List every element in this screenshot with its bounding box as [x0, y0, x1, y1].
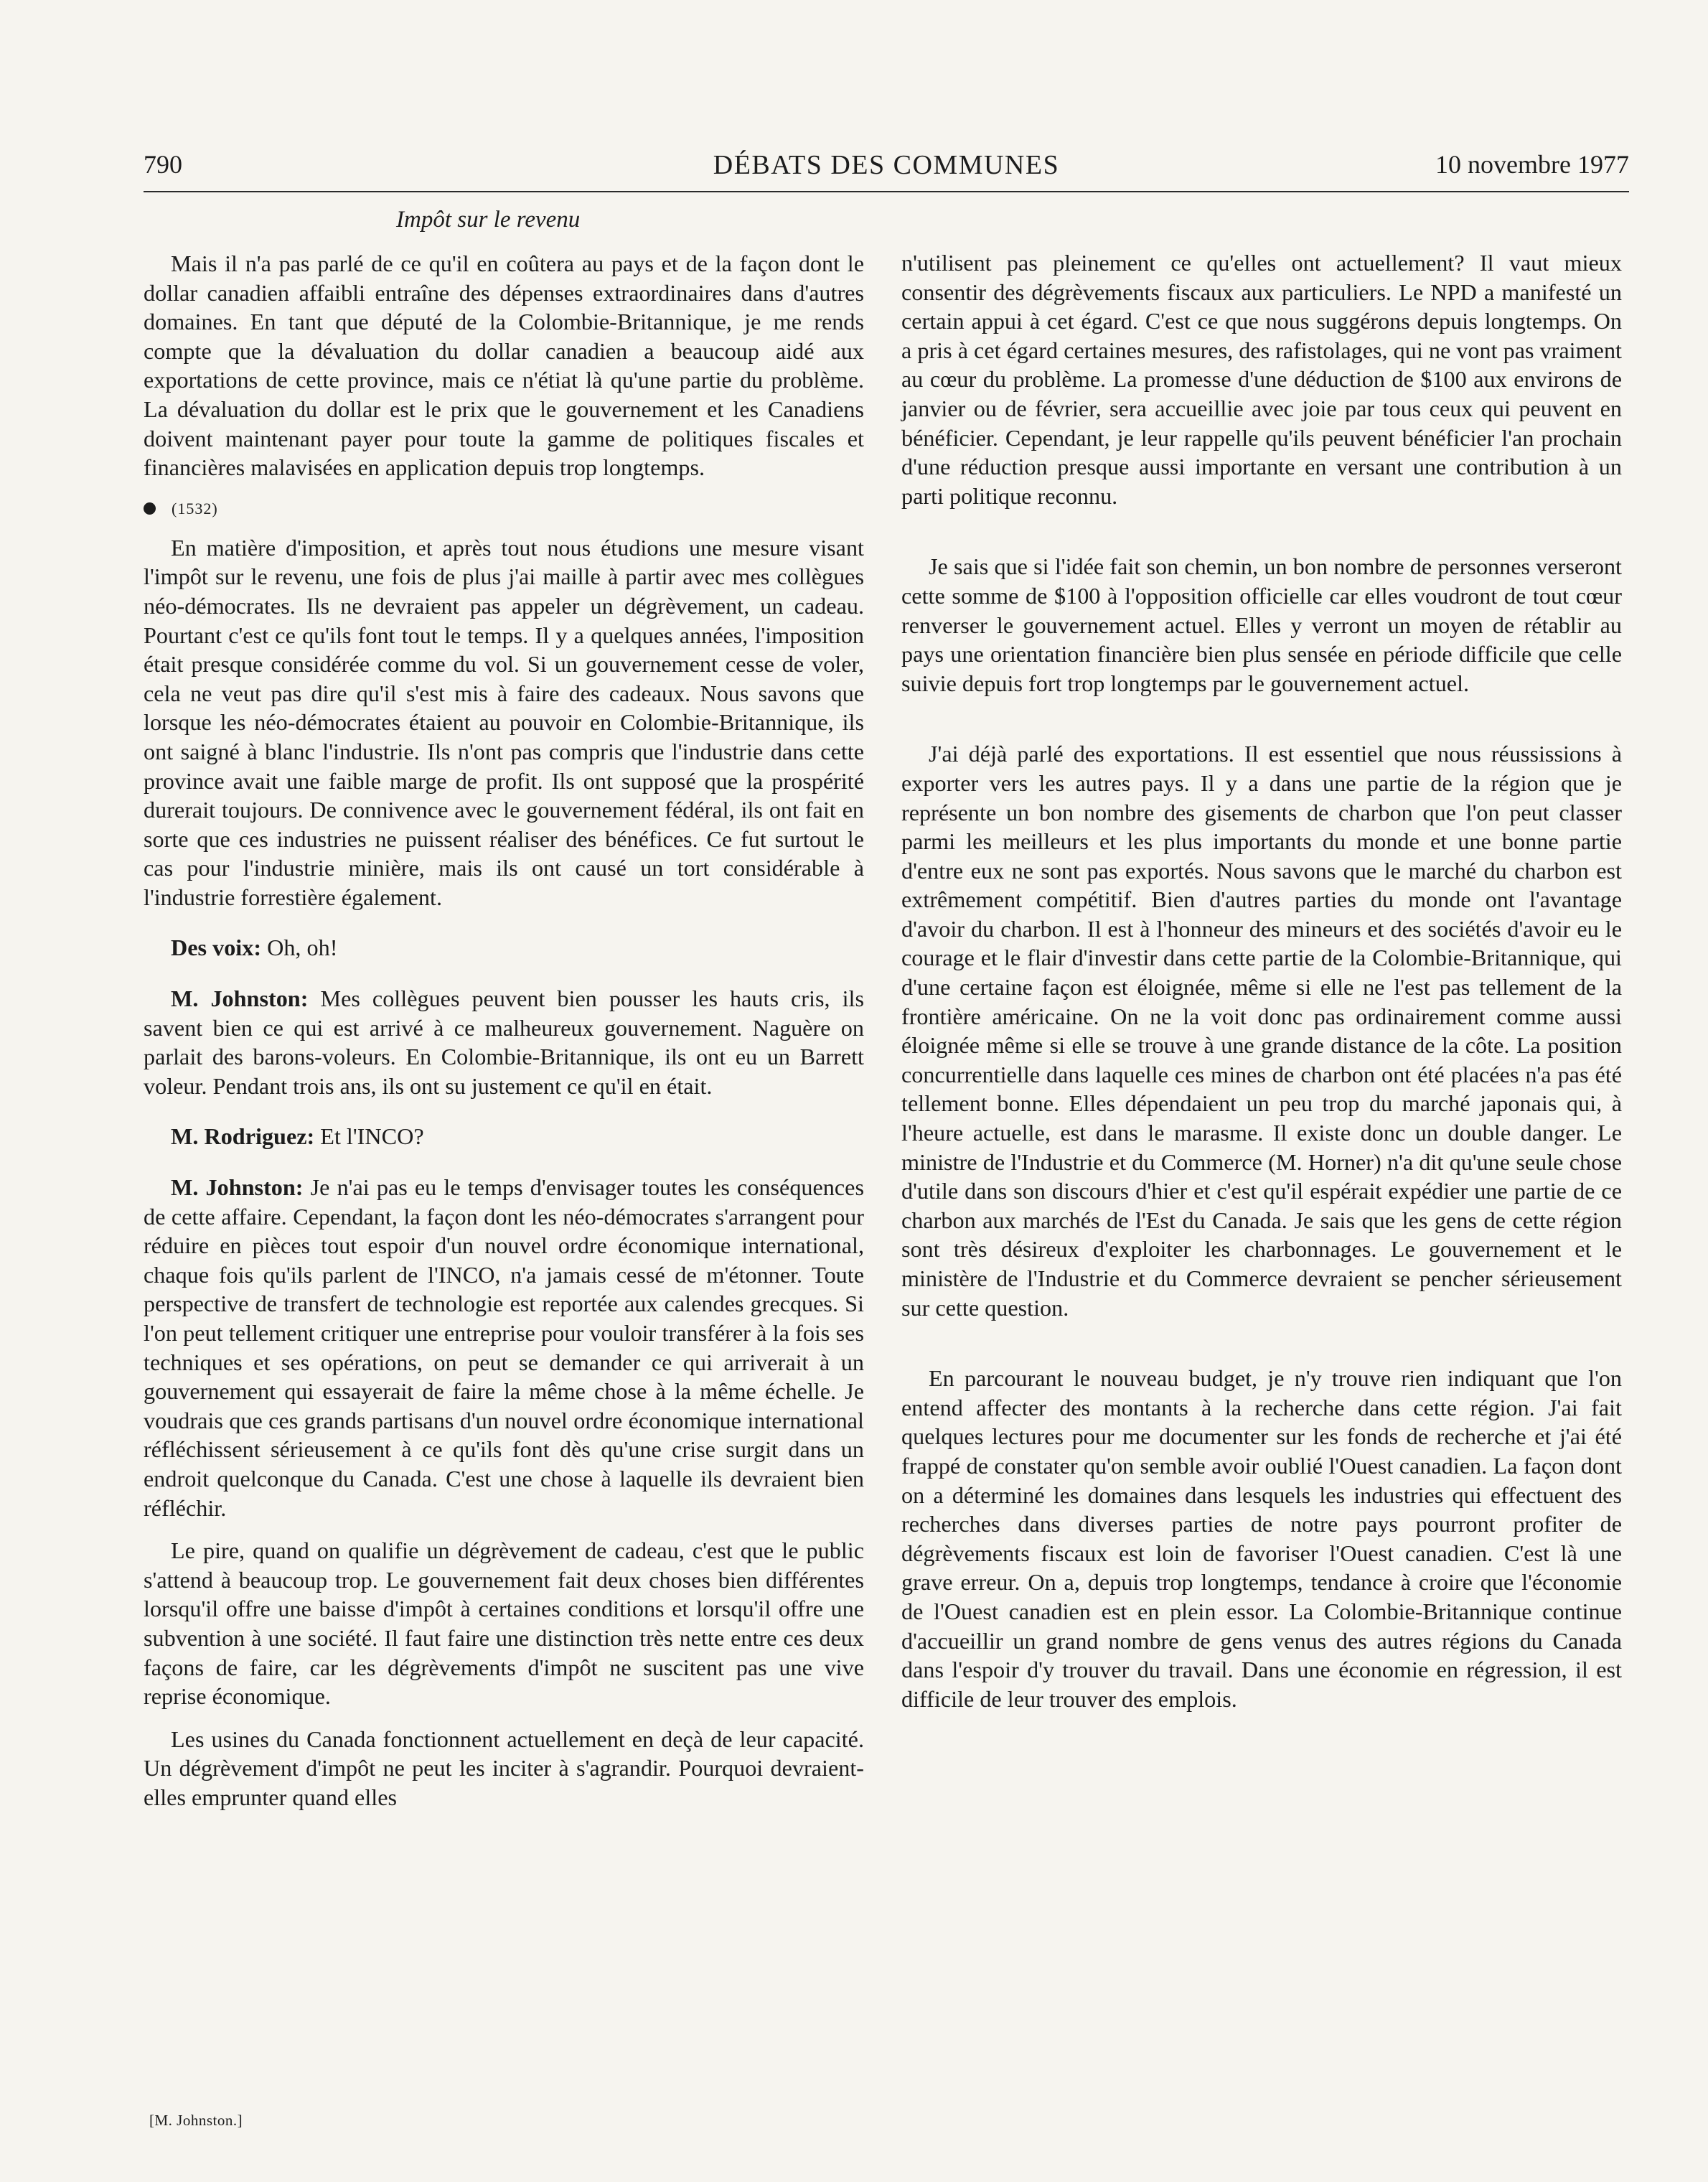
paragraph: Les usines du Canada fonctionnent actuellement en deçà de leur capacité. Un dégrèvement d'impôt ne peut les inciter à s'agrandir. Pourquoi devraient-elles emprunter quand elles: [144, 1726, 864, 1810]
speech-text: Je n'ai pas eu le temps d'envisager toutes les conséquences de cette affaire. Cependant, la façon dont les néo-démocrates s'arrangent pour réduire en pièces tout espoir d'un nouvel ordre économique international, chaque fois qu'ils parlent de l'INCO, n'a jamais cessé de m'étonner. Toute perspective de transfert de technologie est reportée aux calendes grecques. Si l'on peut tellement critiquer une entreprise pour vouloir transférer à la fois ses techniques et ses opérations, on peut se demander ce qui arriverait à un gouvernement qui essayerait de faire la même chose à la même échelle. Je voudrais que ces grands partisans d'un nouvel ordre économique international réfléchissent sérieusement à ce qu'ils font dès qu'une crise surgit dans un endroit quelconque du Canada. C'est une chose à laquelle ils devraient bien réfléchir.: [144, 1174, 864, 1521]
paragraph: Mais il n'a pas parlé de ce qu'il en coûtera au pays et de la façon dont le dollar canadien affaibli entraîne des dépenses extraordinaires dans d'autres domaines. En tant que député de la Colombie-Britannique, je me rends compte que la dévaluation du dollar canadien a beaucoup aidé aux exportations de cette province, mais ce n'étiat là qu'une partie du problème. La dévaluation du dollar est le prix que le gouvernement et les Canadiens doivent maintenant payer pour toute la gamme de politiques fiscales et financières malavisées en application depuis trop longtemps.: [144, 250, 864, 481]
speech: [144, 984, 864, 1100]
paragraph: Je sais que si l'idée fait son chemin, un bon nombre de personnes verseront cette somme de $100 à l'opposition officielle car elles voudront de tout cœur renverser le gouvernement actuel. Elles y verront un moyen de rétablir au pays une orientation financière bien plus sensée en période difficile que celle suivie depuis fort trop longtemps par le gouvernement actuel.: [901, 553, 1622, 696]
paragraph: n'utilisent pas pleinement ce qu'elles ont actuellement? Il vaut mieux consentir des dégrèvements fiscaux aux particuliers. Le NPD a manifesté un certain appui à cet égard. C'est ce que nous suggérons depuis longtemps. On a pris à cet égard certaines mesures, des rafistolages, qui ne vont pas vraiment au cœur du problème. La promesse d'une déduction de $100 aux environs de janvier ou de février, sera accueillie avec joie par tous ceux qui peuvent en bénéficier. Cependant, je leur rappelle qu'ils peuvent bénéficier l'an prochain d'une réduction presque aussi importante en versant une contribution à un parti politique reconnu.: [901, 250, 1622, 509]
bullet-icon: [144, 502, 156, 515]
paragraph: En matière d'imposition, et après tout nous étudions une mesure visant l'impôt sur le revenu, une fois de plus j'ai maille à partir avec mes collègues néo-démocrates. Ils ne devraient pas appeler un dégrèvement, un cadeau. Pourtant c'est ce qu'ils font tout le temps. Il y a quelques années, l'imposition était presque considérée comme du vol. Si un gouvernement cesse de voler, cela ne veut pas dire qu'il s'est mis à faire des cadeaux. Nous savons que lorsque les néo-démocrates étaient au pouvoir en Colombie-Britannique, ils ont saigné à blanc l'industrie. Ils n'ont pas compris que l'industrie dans cette province avait une faible marge de profit. Ils ont supposé que la prospérité durerait toujours. De connivence avec le gouvernement fédéral, ils ont fait en sorte que ces industries ne puissent réaliser des bénéfices. Ce fut surtout le cas pour l'industrie minière, mais ils ont causé un tort considérable à l'industrie forrestière également.: [144, 534, 864, 910]
speech: [144, 1122, 864, 1151]
speech: [144, 933, 864, 963]
speech-text: Mes collègues peuvent bien pousser les hauts cris, ils savent bien ce qui est arrivé à ce malheureux gouvernement. Naguère on parlait des barons-voleurs. En Colombie-Britannique, ils ont eu un Barrett voleur. Pendant trois ans, ils ont su justement ce qu'il en était.: [144, 985, 864, 1099]
speech: [144, 1173, 864, 1522]
speaker-name: M. Johnston:: [171, 1174, 304, 1201]
paragraph: En parcourant le nouveau budget, je n'y trouve rien indiquant que l'on entend affecter des montants à la recherche dans cette région. J'ai fait quelques lectures pour me documenter sur les fonds de recherche et j'ai été frappé de constater qu'on semble avoir oublié l'Ouest canadien. La façon dont on a déterminé les domaines dans lesquels les industries qui effectuent des recherches dans diverses parties de notre pays pourront profiter de dégrèvements fiscaux est loin de favoriser l'Ouest canadien. C'est là une grave erreur. On a, depuis trop longtemps, tendance à croire que l'économie de l'Ouest canadien est en plein essor. La Colombie-Britannique continue d'accueillir un grand nombre de gens venus des autres régions du Canada dans l'espoir d'y trouver du travail. Dans une économie en régression, il est difficile de leur trouver des emplois.: [901, 1365, 1622, 1712]
page-header: [144, 149, 1629, 192]
page-number: 790: [144, 150, 182, 179]
paragraph: Le pire, quand on qualifie un dégrèvement de cadeau, c'est que le public s'attend à beaucoup trop. Le gouvernement fait deux choses bien différentes lorsqu'il offre une baisse d'impôt à certaines conditions et lorsqu'il offre une subvention à une société. Il faut faire une distinction très nette entre ces deux façons de faire, car les dégrèvements d'impôt ne suscitent pas une vive reprise économique.: [144, 1537, 864, 1710]
section-title: Impôt sur le revenu: [396, 207, 581, 233]
publication-title: DÉBATS DES COMMUNES: [713, 150, 1060, 180]
speaker-name: M. Rodriguez:: [171, 1123, 315, 1150]
left-column: [144, 204, 864, 1812]
speaker-name: M. Johnston:: [171, 985, 309, 1012]
speaker-name: Des voix:: [171, 935, 262, 961]
speech-text: Et l'INCO?: [314, 1123, 424, 1150]
time-marker-text: (1532): [172, 499, 218, 518]
right-column: [901, 248, 1622, 1713]
publication-date: 10 novembre 1977: [1435, 150, 1629, 179]
speech-text: Oh, oh!: [261, 935, 338, 961]
footer-speaker-tag: [M. Johnston.]: [149, 2112, 243, 2129]
paragraph: J'ai déjà parlé des exportations. Il est essentiel que nous réussissions à exporter vers les autres pays. Il y a dans une partie de la région que je représente un bon nombre des gisements de charbon que l'on peut classer parmi les meilleurs et les plus importants du monde et une bonne partie d'entre eux ne sont pas exportés. Nous savons que le marché du charbon est extrêmement compétitif. Bien d'autres parties du monde ont l'avantage d'avoir du charbon. Il est à l'honneur des mineurs et des sociétés d'avoir eu le courage et le flair d'investir dans cette partie de la Colombie-Britannique, qui d'une certaine façon est éloignée, même si elle ne l'est pas tellement de la frontière américaine. On ne la voit donc pas ordinairement comme aussi éloignée même si elle se trouve à une grande distance de la côte. La position concurrentielle dans laquelle ces mines de charbon ont été placées n'a pas été tellement bonne. Elles dépendaient un peu trop du marché japonais qui, à l'heure actuelle, est dans le marasme. Il existe donc un double danger. Le ministre de l'Industrie et du Commerce (M. Horner) n'a dit qu'une seule chose d'utile dans son discours d'hier et c'est qu'il espérait expédier une partie de ce charbon aux marchés de l'Est du Canada. Je sais que les gens de cette région sont très désireux d'exploiter les charbonnages. Le gouvernement et le ministère de l'Industrie et du Commerce devraient se pencher sérieusement sur cette question.: [901, 741, 1622, 1321]
time-marker: [144, 498, 864, 520]
